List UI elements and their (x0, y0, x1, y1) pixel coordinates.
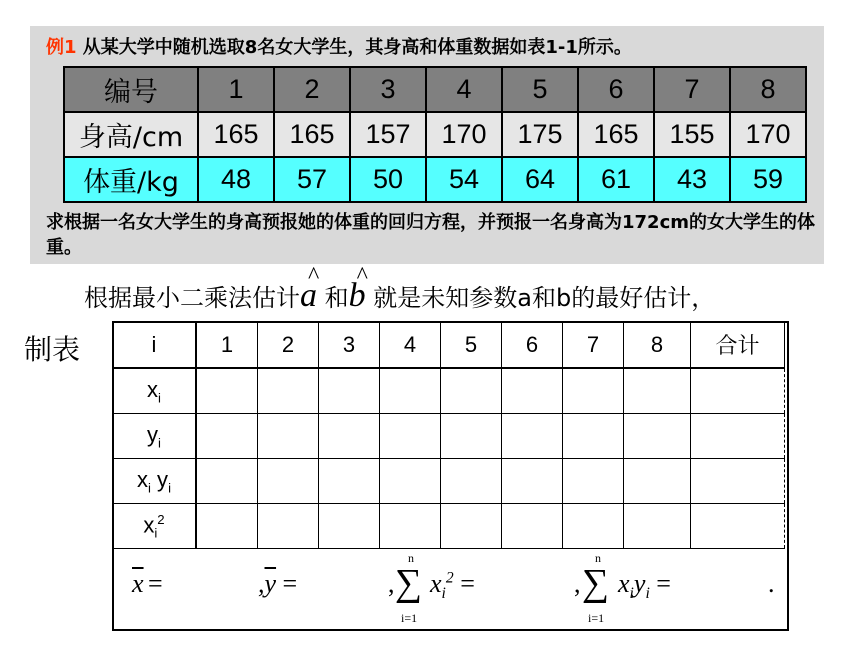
sum1-sigma: ∑ (395, 562, 423, 604)
weight-cell: 64 (502, 157, 578, 202)
total-header: 合计 (691, 322, 785, 369)
sum1-upper: n (408, 551, 414, 565)
a-hat-symbol: ^ a (300, 277, 317, 314)
height-cell: 170 (730, 112, 806, 157)
problem-text: 从某大学中随机选取8名女大学生，其身高和体重数据如表1-1所示。 (76, 37, 632, 58)
col-i-header: i (113, 322, 197, 369)
weight-cell: 61 (578, 157, 654, 202)
col-header: 5 (441, 322, 502, 369)
height-header: 身高/cm (64, 112, 198, 157)
col-header: 2 (258, 322, 319, 369)
sum2-upper: n (595, 551, 601, 565)
id-cell: 7 (654, 67, 730, 112)
row-label-xi2: $x_i^2$ (113, 504, 197, 549)
sum2-lower: i=1 (588, 611, 605, 625)
weight-cell: 48 (198, 157, 274, 202)
estimate-prefix: 根据最小二乘法估计 (84, 284, 300, 312)
estimate-statement (84, 277, 715, 315)
id-cell: 2 (274, 67, 350, 112)
table-row-height (64, 112, 806, 157)
height-cell: 170 (426, 112, 502, 157)
table-row-weight (64, 157, 806, 202)
height-cell: 175 (502, 112, 578, 157)
col-header: 4 (380, 322, 441, 369)
height-cell: 155 (654, 112, 730, 157)
estimate-suffix-1: 就是未知参数 (373, 284, 518, 312)
summary-formula (112, 539, 789, 631)
weight-cell: 59 (730, 157, 806, 202)
and-text: 和 (324, 284, 349, 312)
weight-cell: 54 (426, 157, 502, 202)
weight-cell: 57 (274, 157, 350, 202)
weight-header: 体重/kg (64, 157, 198, 202)
col-header: 8 (624, 322, 691, 369)
make-table-label: 制表 (24, 333, 81, 366)
id-cell: 5 (502, 67, 578, 112)
formula-end: . (768, 569, 775, 598)
example-label: 例1 (46, 37, 77, 58)
param-b: b (556, 284, 572, 312)
weight-cell: 43 (654, 157, 730, 202)
row-label-xiyi: $x_i$ $y_i$ (113, 459, 197, 504)
height-cell: 165 (578, 112, 654, 157)
height-cell: 157 (350, 112, 426, 157)
row-label-yi: $y_i$ (113, 414, 197, 459)
xbar-expr: $\overline{x}$ (132, 569, 144, 598)
and-text-2: 和 (532, 284, 556, 312)
id-cell: 6 (578, 67, 654, 112)
col-header: 6 (502, 322, 563, 369)
row-label-xi: $x_i$ (113, 368, 197, 414)
id-cell: 4 (426, 67, 502, 112)
weight-cell: 50 (350, 157, 426, 202)
sum1-comma: , (388, 569, 395, 598)
height-weight-table (63, 66, 807, 203)
sum2-sigma: ∑ (582, 562, 610, 604)
param-a: a (517, 284, 532, 312)
sum2-comma: , (574, 569, 581, 598)
col-header: 7 (563, 322, 624, 369)
problem-statement (46, 33, 632, 59)
height-cell: 165 (198, 112, 274, 157)
problem-question: 求根据一名女大学生的身高预报她的体重的回归方程，并预报一名身高为172cm的女大学生的体重。 (46, 212, 815, 258)
id-cell: 1 (198, 67, 274, 112)
height-cell: 165 (274, 112, 350, 157)
sum1-expr: $x_i^2$ = (430, 569, 475, 603)
ybar-expr: $,\overline{y}$ = (258, 569, 298, 598)
estimate-suffix-2: 的最好估计， (571, 284, 716, 312)
id-header: 编号 (64, 67, 198, 112)
table-row-id (64, 67, 806, 112)
id-cell: 8 (730, 67, 806, 112)
sum1-lower: i=1 (401, 611, 418, 625)
b-hat-symbol: ^ b (349, 277, 366, 314)
id-cell: 3 (350, 67, 426, 112)
col-header: 3 (319, 322, 380, 369)
xbar-eq: = (148, 569, 163, 598)
col-header: 1 (196, 322, 258, 369)
sum2-expr: $x_iy_i$ = (618, 569, 671, 603)
